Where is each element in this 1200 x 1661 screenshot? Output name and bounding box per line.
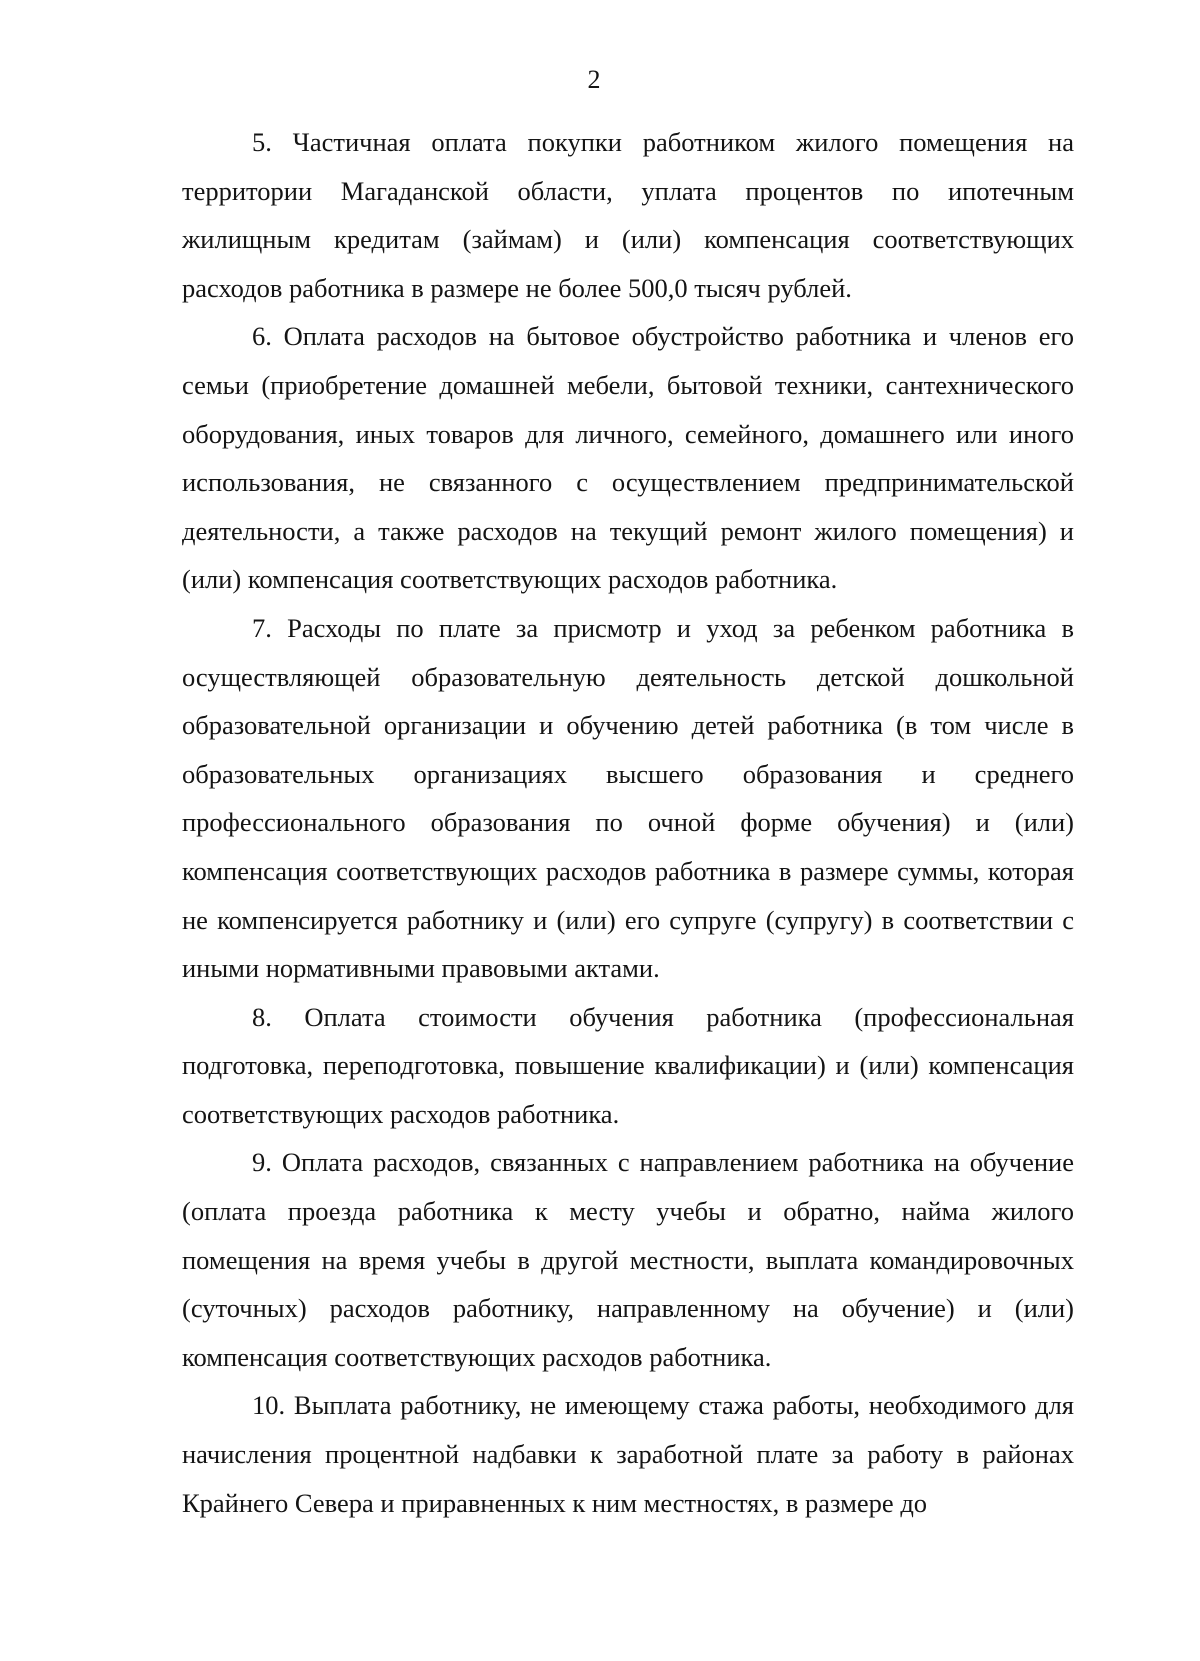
paragraph-item-6: 6. Оплата расходов на бытовое обустройство работника и членов его семьи (приобретение домашней мебели, бытовой техники, сантехнического оборудования, иных товаров для личного, семейного, домашнего или иного использования, не связанного с осуществлением предпринимательской деятельности, а также расходов на текущий ремонт жилого помещения) и (или) компенсация соответствующих расходов работника. — [182, 321, 1074, 595]
document-body — [182, 118, 1074, 1527]
page-number: 2 — [587, 65, 601, 94]
paragraph-item-10: 10. Выплата работнику, не имеющему стажа работы, необходимого для начисления процентной надбавки к заработной плате за работу в районах Крайнего Севера и приравненных к ним местностях, в размере до — [182, 1390, 1074, 1518]
paragraph-item-7: 7. Расходы по плате за присмотр и уход за ребенком работника в осуществляющей образовательную деятельность детской дошкольной образовательной организации и обучению детей работника (в том числе в образовательных организациях высшего образования и среднего профессионального образования по очной форме обучения) и (или) компенсация соответствующих расходов работника в размере суммы, которая не компенсируется работнику и (или) его супруге (супругу) в соответствии с иными нормативными правовыми актами. — [182, 612, 1074, 984]
paragraph-item-5: 5. Частичная оплата покупки работником жилого помещения на территории Магаданской области, уплата процентов по ипотечным жилищным кредитам (займам) и (или) компенсация соответствующих расходов работника в размере не более 500,0 тысяч рублей. — [182, 127, 1074, 303]
paragraph-item-9: 9. Оплата расходов, связанных с направлением работника на обучение (оплата проезда работника к месту учебы и обратно, найма жилого помещения на время учебы в другой местности, выплата командировочных (суточных) расходов работнику, направленному на обучение) и (или) компенсация соответствующих расходов работника. — [182, 1147, 1074, 1372]
paragraph-item-8: 8. Оплата стоимости обучения работника (профессиональная подготовка, переподготовка, повышение квалификации) и (или) компенсация соответствующих расходов работника. — [182, 1001, 1074, 1129]
